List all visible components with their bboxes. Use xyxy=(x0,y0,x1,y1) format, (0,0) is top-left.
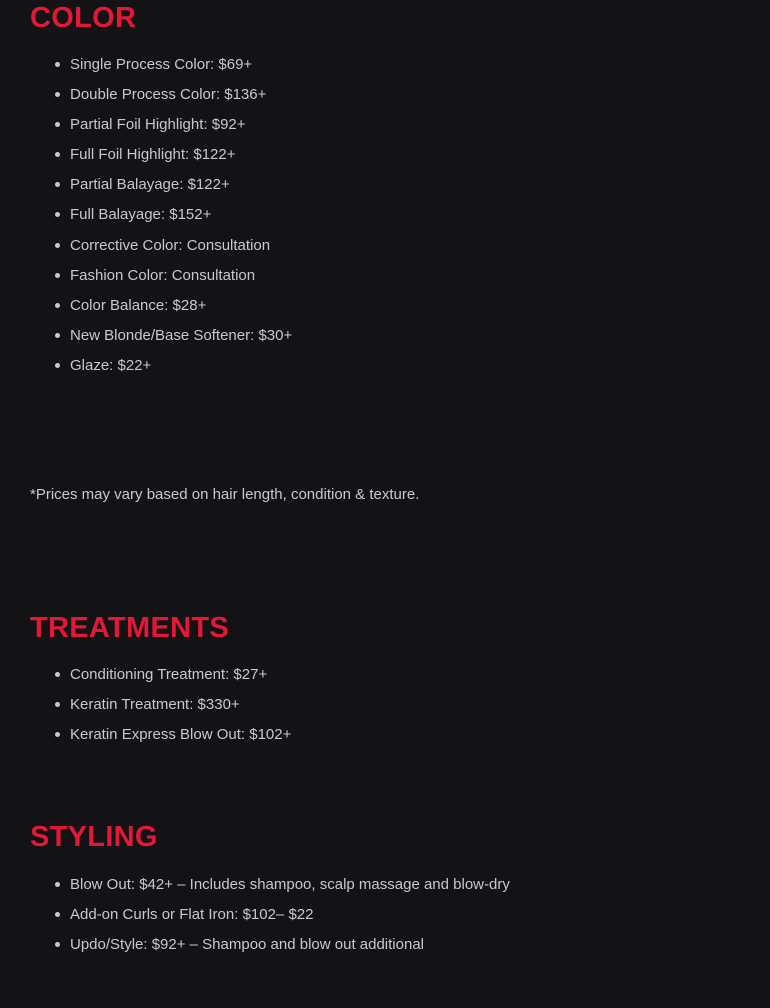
list-item: Blow Out: $42+ – Includes shampoo, scalp massage and blow-dry xyxy=(70,875,510,905)
styling-price-list xyxy=(0,875,510,965)
section-title-color: COLOR xyxy=(30,2,137,34)
list-item: Partial Balayage: $122+ xyxy=(70,175,292,205)
list-item: Conditioning Treatment: $27+ xyxy=(70,665,291,695)
color-price-list xyxy=(0,55,292,386)
section-title-treatments: TREATMENTS xyxy=(30,612,230,644)
list-item: Single Process Color: $69+ xyxy=(70,55,292,85)
list-item: Keratin Express Blow Out: $102+ xyxy=(70,725,291,755)
treatments-price-list xyxy=(0,665,291,755)
list-item: Keratin Treatment: $330+ xyxy=(70,695,291,725)
list-item: Fashion Color: Consultation xyxy=(70,266,292,296)
list-item: Full Balayage: $152+ xyxy=(70,205,292,235)
list-item: Partial Foil Highlight: $92+ xyxy=(70,115,292,145)
list-item: Updo/Style: $92+ – Shampoo and blow out additional xyxy=(70,935,510,965)
list-item: New Blonde/Base Softener: $30+ xyxy=(70,326,292,356)
list-item: Glaze: $22+ xyxy=(70,356,292,386)
pricing-note: *Prices may vary based on hair length, condition & texture. xyxy=(30,486,420,503)
list-item: Color Balance: $28+ xyxy=(70,296,292,326)
list-item: Full Foil Highlight: $122+ xyxy=(70,145,292,175)
section-title-styling: STYLING xyxy=(30,821,158,853)
list-item: Double Process Color: $136+ xyxy=(70,85,292,115)
list-item: Corrective Color: Consultation xyxy=(70,236,292,266)
list-item: Add-on Curls or Flat Iron: $102– $22 xyxy=(70,905,510,935)
